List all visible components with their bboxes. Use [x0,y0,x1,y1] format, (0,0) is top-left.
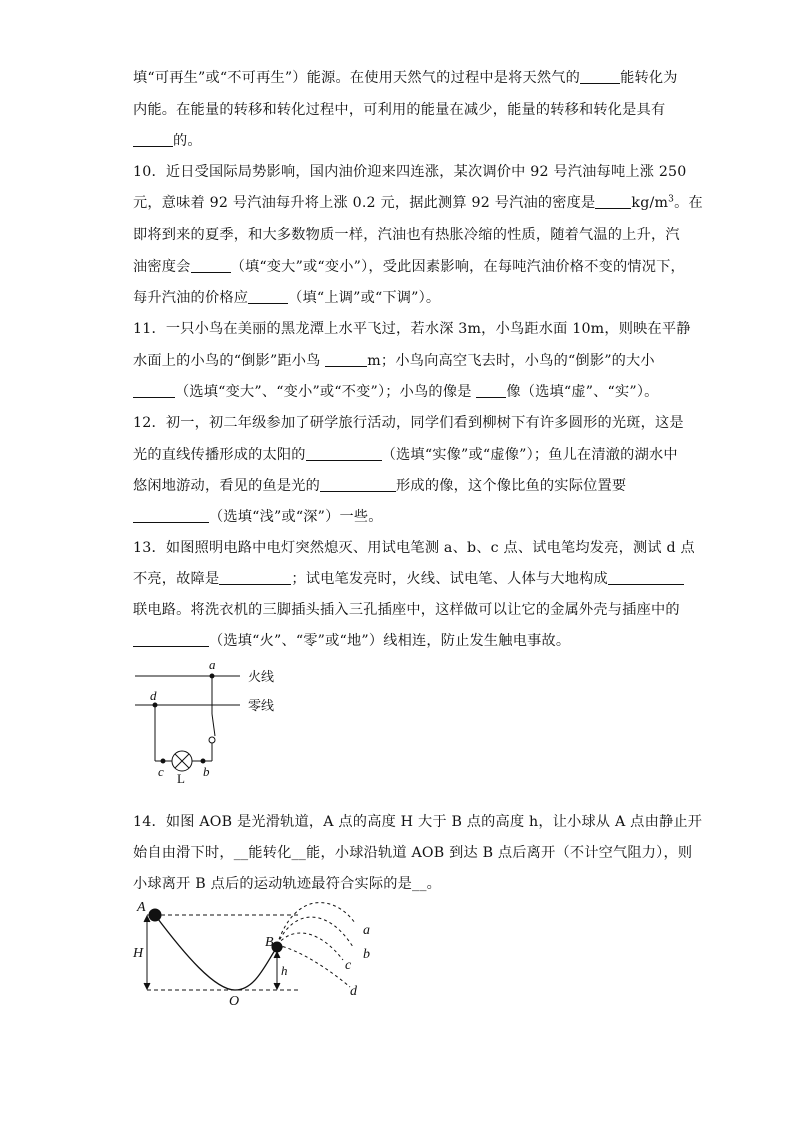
label-A: A [137,900,146,915]
q13-blank-1[interactable] [219,570,291,585]
q13-blank-2[interactable] [608,570,684,585]
q13-line-3 [133,599,680,619]
q10-line-2 [133,192,703,212]
trajectory-c [277,933,343,960]
q13-line-4 [133,630,570,650]
q10-text: 即将到来的夏季，和大多数物质一样，汽油也有热胀冷缩的性质，随着气温的上升，汽 [133,227,680,243]
switch-blade [212,714,215,736]
q10-blank-3[interactable] [248,289,288,304]
q12-blank-3[interactable] [133,508,209,523]
q9-text: 内能。在能量的转移和转化过程中，可利用的能量在减少，能量的转移和转化是具有 [133,102,666,118]
q14-line-2 [133,842,692,862]
q9-text: 的。 [173,133,202,149]
q9-blank-2[interactable] [133,132,173,147]
q12-blank-2[interactable] [320,477,396,492]
q12-line-1 [133,412,684,432]
q11-text: （选填“变大”、“变小”或“不变”）；小鸟的像是 [175,384,472,400]
q10-unit-sup: 3 [668,194,675,205]
q10-text: （填“变大”或“变小”），受此因素影响，在每吨汽油价格不变的情况下， [230,259,685,275]
q13-line-2 [133,568,684,588]
q10-text: （填“上调”或“下调”）。 [288,290,441,306]
label-traj-c: c [345,958,352,973]
q10-line-5 [133,287,440,307]
q11-text: 水面上的小鸟的“倒影”距小鸟 [133,353,321,369]
label-b: b [203,764,210,779]
node-c [161,759,165,763]
q12-text: 12．初一，初二年级参加了研学旅行活动，同学们看到柳树下有许多圆形的光斑，这是 [133,415,684,431]
q14-text: 始自由滑下时，__能转化__能，小球沿轨道 AOB 到达 B 点后离开（不计空气阻力），则 [133,845,693,861]
arrowhead [274,983,280,989]
label-traj-b: b [363,947,370,962]
q10-text: 油密度会 [133,259,191,275]
q10-text: 每升汽油的价格应 [133,290,249,306]
q12-text: （选填“浅”或“深”）一些。 [209,509,383,525]
q9-line-2 [133,99,665,119]
q10-text: 。在 [674,195,703,211]
q11-text: m；小鸟向高空飞去时，小鸟的“倒影”的大小 [367,353,655,369]
arrowhead [274,952,280,958]
track-diagram [125,895,385,1025]
q13-blank-3[interactable] [133,632,209,647]
q11-text: 像（选填“虚”、“实”）。 [506,384,659,400]
q14-line-3 [133,873,441,893]
q13-line-1 [133,537,695,557]
ball-at-A [149,909,161,921]
q9-text: 能转化为 [620,70,678,86]
q14-text: 小球离开 B 点后的运动轨迹最符合实际的是__。 [133,876,441,892]
q9-line-3 [133,130,202,150]
label-O: O [229,994,240,1009]
arrowhead [144,983,150,989]
q11-line-3 [133,381,659,401]
q11-blank-3[interactable] [476,383,506,398]
q10-unit: kg/m [631,195,669,211]
q11-line-1 [133,318,691,338]
trajectory-d [277,945,350,987]
q13-text: 联电路。将洗衣机的三脚插头插入三孔插座中，这样做可以让它的金属外壳与插座中的 [133,602,680,618]
q11-line-2 [133,350,655,370]
q11-text: 11．一只小鸟在美丽的黑龙潭上水平飞过，若水深 3m，小鸟距水面 10m，则映在平静 [133,321,691,337]
q13-text: 不亮，故障是 [133,571,220,587]
label-B: B [265,935,274,950]
q12-text: （选填“实像”或“虚像”）；鱼儿在清澈的湖水中 [381,447,678,463]
label-a: a [209,658,216,672]
q10-line-1 [133,161,687,181]
q9-line-1 [133,67,678,87]
circuit-diagram [130,658,310,783]
q12-text: 悠闲地游动，看见的鱼是光的 [133,478,321,494]
q11-blank-2[interactable] [133,383,175,398]
q13-text: ；试电笔发亮时，火线、试电笔、人体与大地构成 [291,571,608,587]
q12-line-3 [133,475,626,495]
label-h: h [281,963,288,978]
q10-blank-1[interactable] [595,194,631,209]
label-H: H [133,946,144,961]
node-b [201,759,205,763]
label-d: d [150,688,157,703]
q12-text: 光的直线传播形成的太阳的 [133,447,306,463]
q12-blank-1[interactable] [306,446,382,461]
q9-blank-1[interactable] [580,69,620,84]
label-lamp: L [177,771,185,783]
label-traj-d: d [350,984,357,999]
q9-text: 填“可再生”或“不可再生”）能源。在使用天然气的过程中是将天然气的 [133,70,581,86]
q14-line-1 [133,811,702,831]
track-AOB [155,915,277,990]
q14-text: 14．如图 AOB 是光滑轨道，A 点的高度 H 大于 B 点的高度 h，让小球从 A 点由静止开 [133,814,703,830]
q11-blank-1[interactable] [325,352,367,367]
q10-text: 10．近日受国际局势影响，国内油价迎来四连涨，某次调价中 92 号汽油每吨上涨 250 [133,164,687,180]
q13-text: 13．如图照明电路中电灯突然熄灭、用试电笔测 a、b、c 点、试电笔均发亮，测试 d 点 [133,540,695,556]
q10-line-3 [133,224,680,244]
trajectory-a [277,903,355,945]
label-live-wire: 火线 [248,669,275,684]
q12-line-4 [133,506,383,526]
q13-text: （选填“火”、“零”或“地”）线相连，防止发生触电事故。 [209,633,571,649]
label-neutral-wire: 零线 [248,698,275,713]
label-c: c [158,764,164,779]
switch-contact [209,737,215,743]
q10-blank-2[interactable] [191,258,231,273]
q10-line-4 [133,256,685,276]
label-traj-a: a [363,923,370,938]
q12-line-2 [133,444,678,464]
q12-text: 形成的像，这个像比鱼的实际位置要 [396,478,627,494]
q10-text: 元，意味着 92 号汽油每升将上涨 0.2 元，据此测算 92 号汽油的密度是 [133,195,596,211]
